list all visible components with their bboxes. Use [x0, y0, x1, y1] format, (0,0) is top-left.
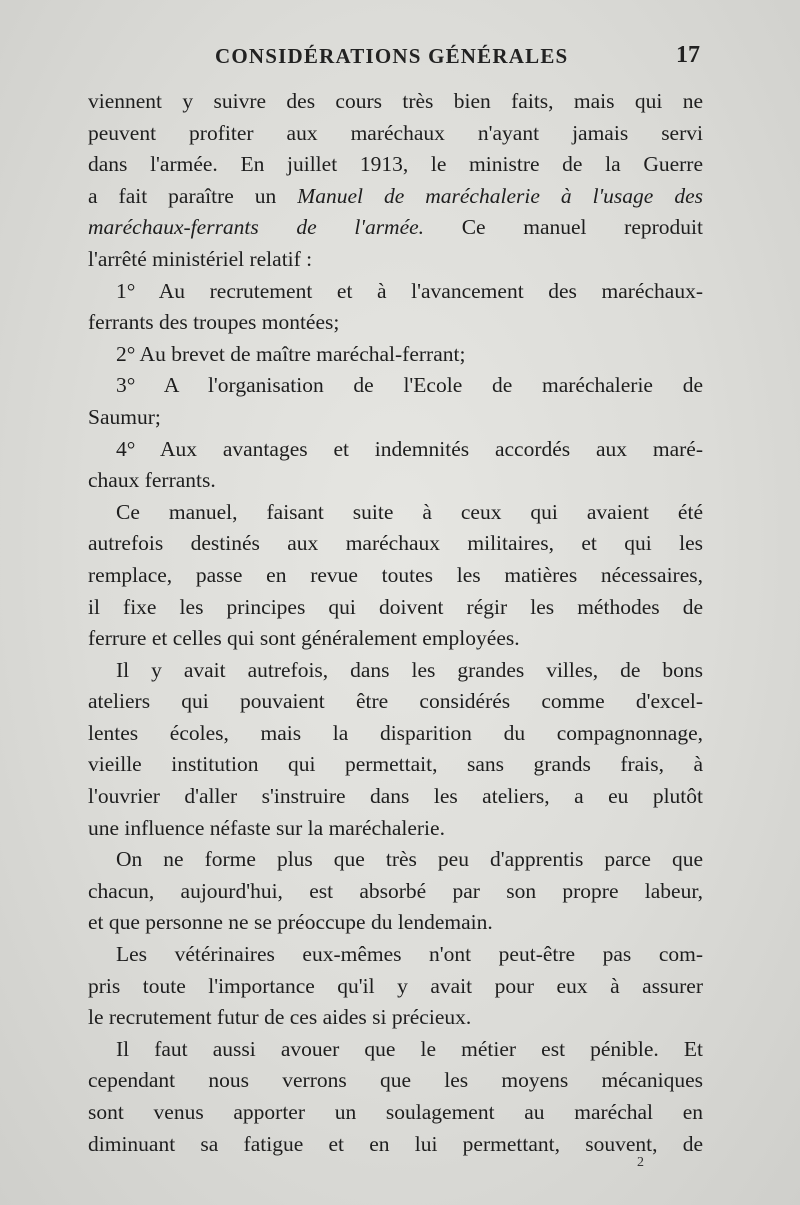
text-line: [88, 212, 703, 244]
text-line: 2° Au brevet de maître maréchal-ferrant;: [116, 341, 466, 366]
text-line: 3° A l'organisation de l'Ecole de maréchalerie de: [116, 373, 703, 398]
page-number: 17: [676, 42, 700, 68]
text-line: lentes écoles, mais la disparition du compagnonnage,: [88, 720, 703, 745]
text-line: ferrure et celles qui sont généralement employées.: [88, 626, 520, 651]
page-header: [0, 40, 800, 74]
text-line: peuvent profiter aux maréchaux n'ayant jamais servi: [88, 120, 703, 145]
text-line: le recrutement futur de ces aides si précieux.: [88, 1005, 472, 1030]
text-line: sont venus apporter un soulagement au maréchal en: [88, 1100, 703, 1124]
text-line: l'arrêté ministériel relatif :: [88, 246, 313, 271]
italic-title: maréchaux-ferrants de l'armée.: [88, 215, 425, 240]
text-line: Saumur;: [88, 404, 161, 429]
text-line: autrefois destinés aux maréchaux militaires, et qui les: [88, 531, 703, 556]
text-line: 1° Au recrutement et à l'avancement des maréchaux-: [116, 278, 703, 303]
text-line: chacun, aujourd'hui, est absorbé par son propre labeur,: [88, 878, 703, 903]
text-line: 4° Aux avantages et indemnités accordés aux maré-: [116, 436, 703, 461]
text-line: ateliers qui pouvaient être considérés comme d'excel-: [88, 689, 703, 714]
text-line: On ne forme plus que très peu d'apprentis parce que: [116, 847, 703, 872]
text-line: Ce manuel, faisant suite à ceux qui avaient été: [116, 499, 703, 524]
text-line: vieille institution qui permettait, sans grands frais, à: [88, 752, 703, 777]
text-line: [88, 181, 703, 213]
text-line: chaux ferrants.: [88, 468, 216, 493]
signature-mark: 2: [637, 1155, 644, 1170]
italic-title: Manuel de maréchalerie à l'usage des: [297, 183, 703, 208]
text-line: Les vétérinaires eux-mêmes n'ont peut-être pas com-: [116, 942, 703, 967]
text-line: cependant nous verrons que les moyens mécaniques: [88, 1068, 703, 1093]
text-line: ferrants des troupes montées;: [88, 310, 340, 335]
text-segment: a fait paraître un: [88, 183, 298, 208]
text-line: dans l'armée. En juillet 1913, le ministre de la Guerre: [88, 152, 703, 177]
text-line: l'ouvrier d'aller s'instruire dans les ateliers, a eu plutôt: [88, 784, 703, 809]
text-line: il fixe les principes qui doivent régir les méthodes de: [88, 594, 703, 619]
text-line: et que personne ne se préoccupe du lendemain.: [88, 910, 493, 935]
text-line: remplace, passe en revue toutes les matières nécessaires,: [88, 562, 703, 587]
text-line: Il y avait autrefois, dans les grandes villes, de bons: [116, 657, 703, 682]
text-line: viennent y suivre des cours très bien faits, mais qui ne: [88, 89, 703, 113]
text-line: Il faut aussi avouer que le métier est pénible. Et: [116, 1036, 703, 1061]
running-head: CONSIDÉRATIONS GÉNÉRALES: [215, 44, 569, 68]
text-line: diminuant sa fatigue et en lui permettant, souvent, de: [88, 1131, 703, 1156]
text-segment: Ce manuel reproduit: [424, 215, 703, 240]
text-line: pris toute l'importance qu'il y avait pour eux à assurer: [88, 973, 703, 998]
body-text: [88, 86, 703, 1160]
text-line: une influence néfaste sur la maréchalerie.: [88, 815, 445, 840]
